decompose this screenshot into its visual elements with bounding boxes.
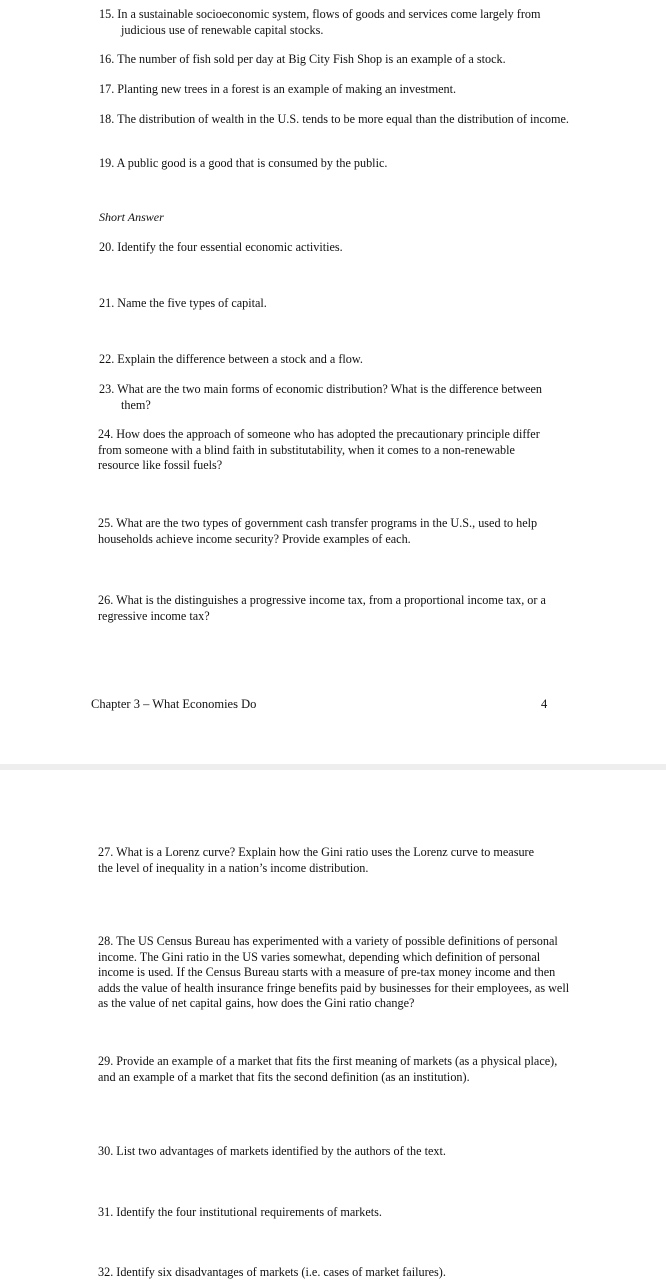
footer-page-number: 4 [541,697,548,711]
question-16: 16. The number of fish sold per day at Big City Fish Shop is an example of a stock. [99,52,506,66]
question-24: 24. How does the approach of someone who has adopted the precautionary principle differ from someone with a blind faith in substitutability, when it comes to a non-renewable resource like fossil fuels? [98,427,540,473]
question-17: 17. Planting new trees in a forest is an example of making an investment. [99,82,457,96]
question-22: 22. Explain the difference between a stock and a flow. [99,352,363,366]
question-29: 29. Provide an example of a market that fits the first meaning of markets (as a physical place), and an example of a market that fits the second definition (as an institution). [98,1054,558,1084]
question-23: 23. What are the two main forms of economic distribution? What is the difference between them? [99,382,543,412]
section-heading-short-answer: Short Answer [99,210,164,224]
question-20: 20. Identify the four essential economic activities. [99,240,343,254]
question-30: 30. List two advantages of markets identified by the authors of the text. [98,1144,446,1158]
question-27: 27. What is a Lorenz curve? Explain how the Gini ratio uses the Lorenz curve to measure the level of inequality in a nation’s income distribution. [98,845,535,875]
question-19: 19. A public good is a good that is consumed by the public. [99,156,388,170]
question-28: 28. The US Census Bureau has experimented with a variety of possible definitions of personal income. The Gini ratio in the US varies somewhat, depending which definition of personal income is used. If the Census Bureau starts with a measure of pre-tax money income and then adds the value of health insurance fringe benefits paid by businesses for their employees, as well as the value of net capital gains, how does the Gini ratio change? [98,934,570,1011]
question-18: 18. The distribution of wealth in the U.S. tends to be more equal than the distribution of income. [99,112,569,126]
question-26: 26. What is the distinguishes a progressive income tax, from a proportional income tax, or a regressive income tax? [98,593,546,623]
footer-chapter-title: Chapter 3 – What Economies Do [91,697,257,711]
document-page-2 [0,770,666,1280]
question-21: 21. Name the five types of capital. [99,296,267,310]
question-15: 15. In a sustainable socioeconomic system, flows of goods and services come largely from judicious use of renewable capital stocks. [99,7,541,37]
question-32: 32. Identify six disadvantages of markets (i.e. cases of market failures). [98,1265,446,1279]
question-31: 31. Identify the four institutional requirements of markets. [98,1205,382,1219]
question-25: 25. What are the two types of government cash transfer programs in the U.S., used to help households achieve income security? Provide examples of each. [98,516,538,546]
